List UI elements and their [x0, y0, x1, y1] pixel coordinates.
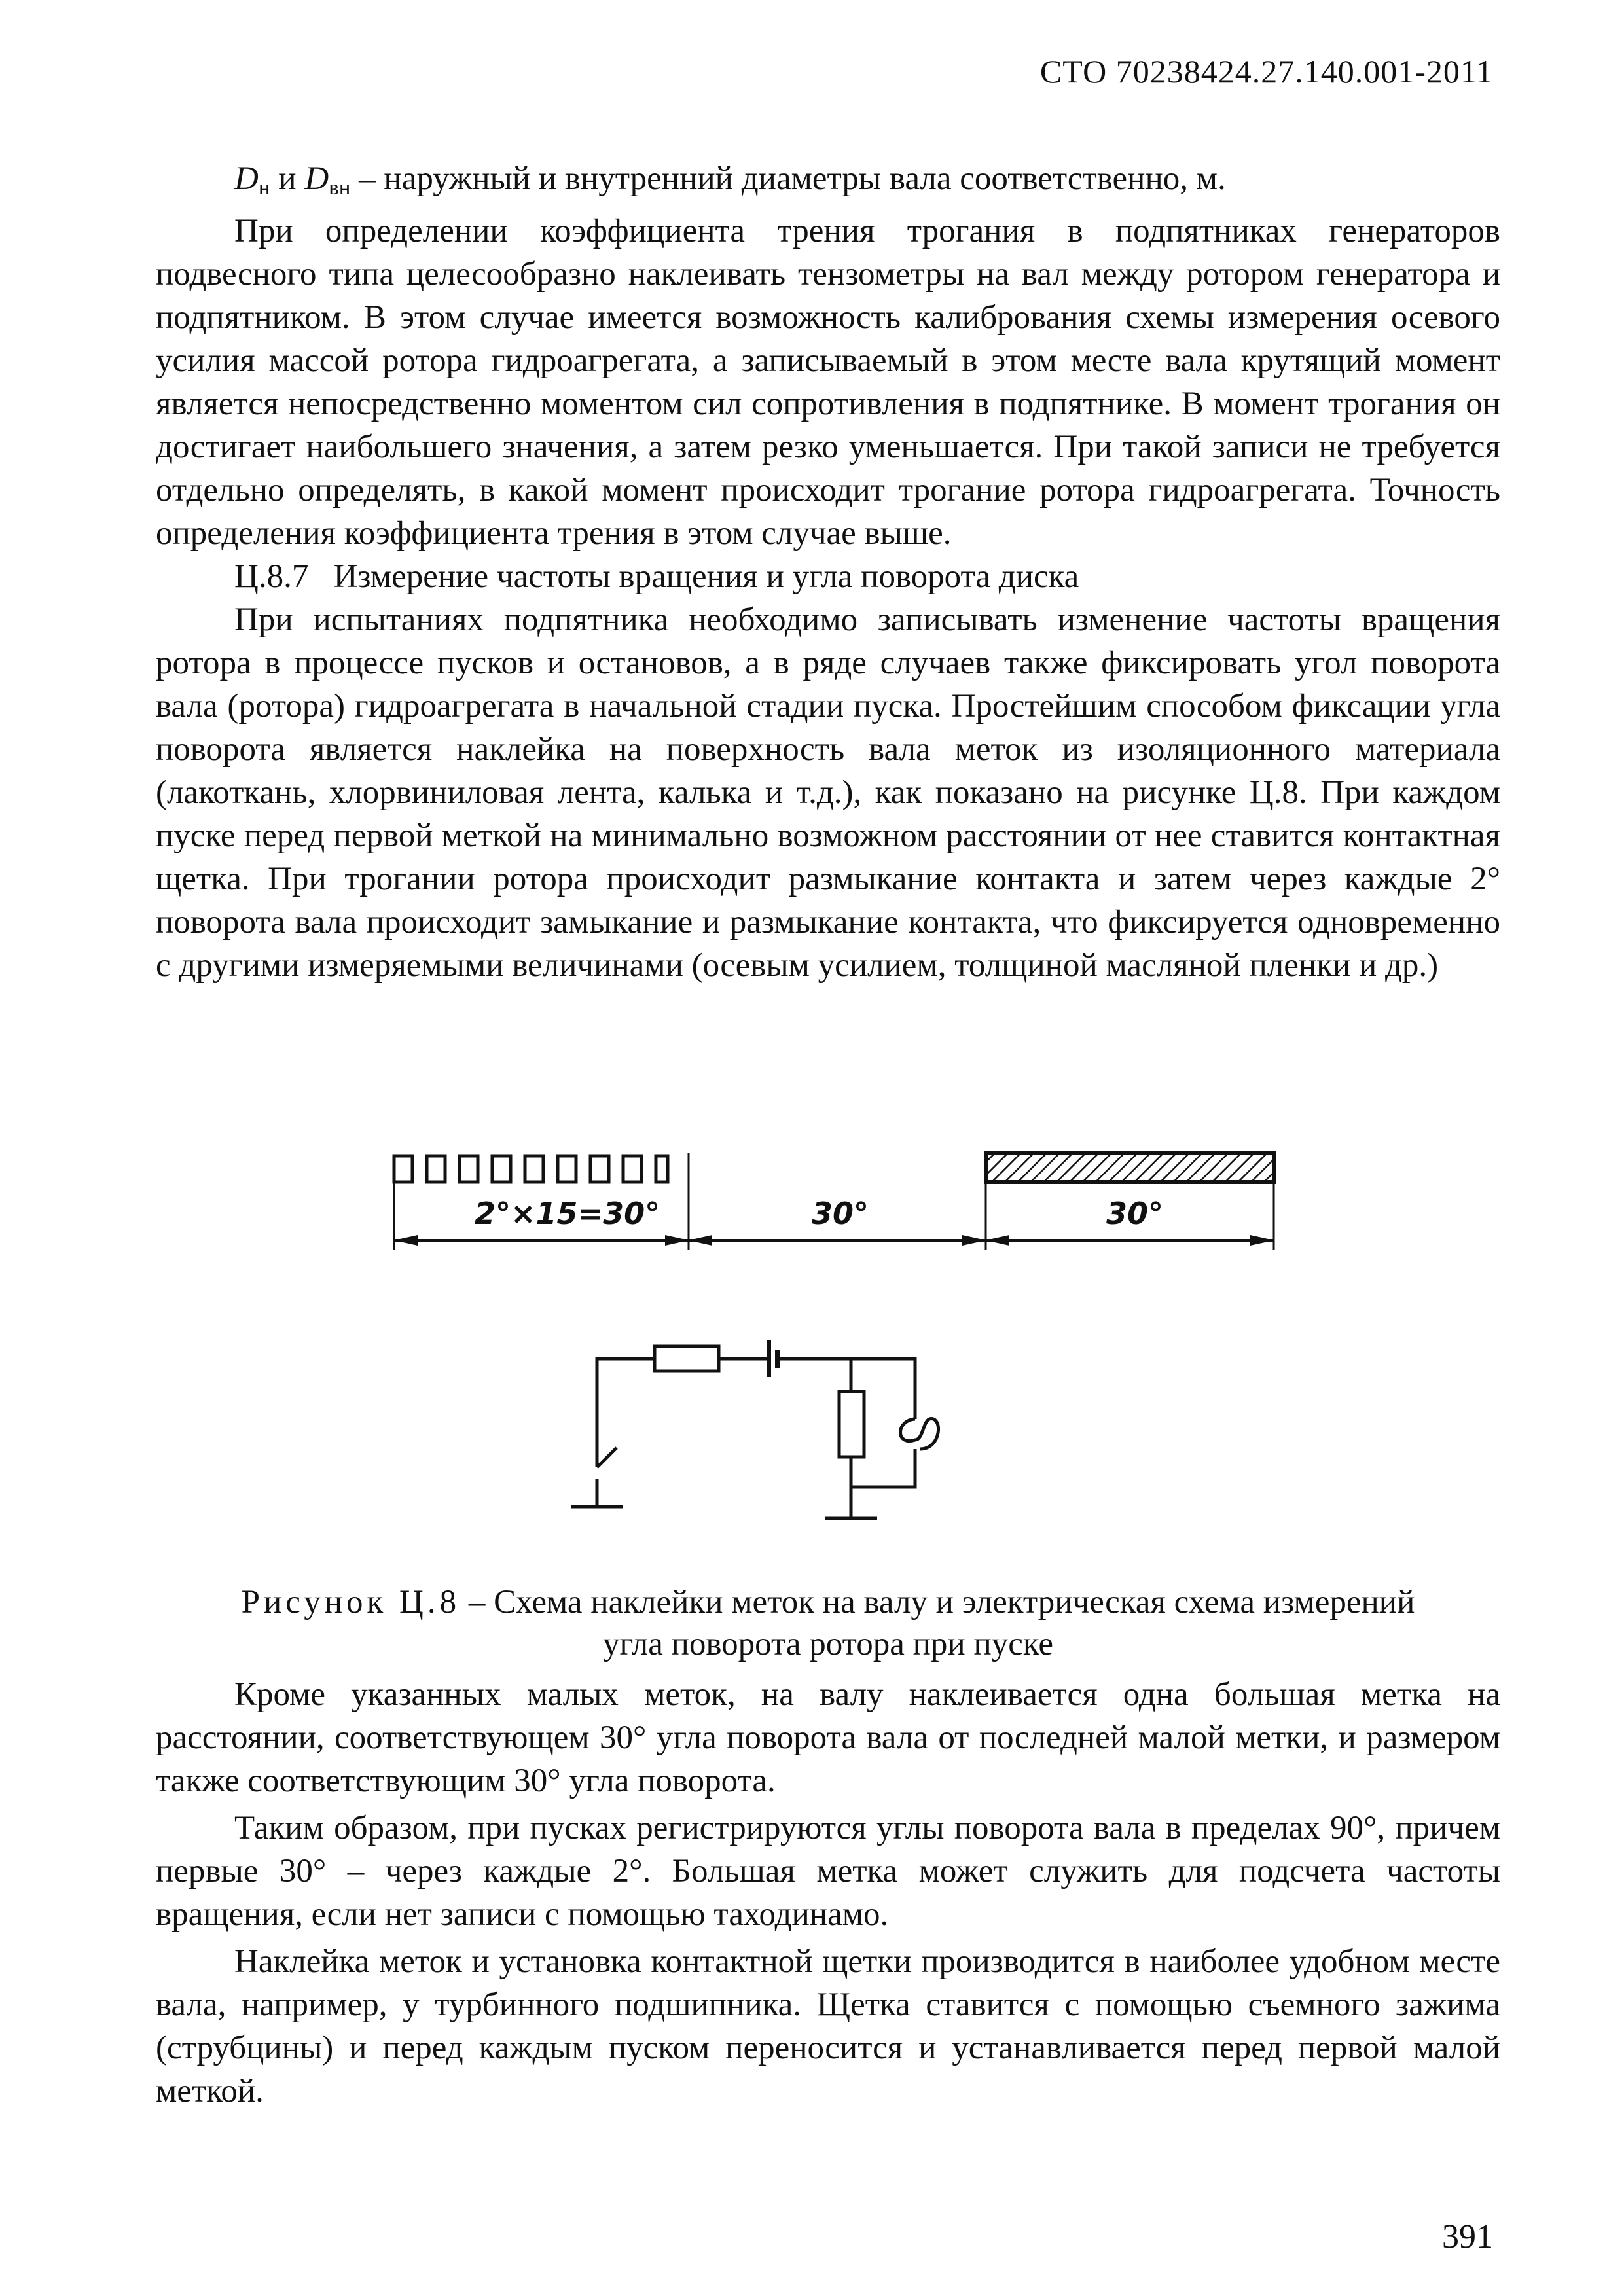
contact-brush: [597, 1448, 617, 1467]
caption-line-1: [156, 1581, 1500, 1623]
wire-left: [597, 1359, 655, 1467]
small-mark: [394, 1156, 412, 1182]
caption-title: – Схема наклейки меток на валу и электрическая схема измерений: [460, 1584, 1415, 1621]
small-mark: [427, 1156, 445, 1182]
small-marks-row: [394, 1156, 668, 1182]
caption-number: Рисунок Ц.8: [241, 1584, 461, 1621]
dimension-label-small-marks: 2°×15=30°: [475, 1196, 660, 1231]
text-lower: [156, 1673, 1500, 2113]
conjunction: и: [270, 160, 305, 197]
page-number: 391: [1442, 2218, 1493, 2255]
symbol-d-outer: D: [234, 160, 259, 197]
paragraph-brush-installation: Наклейка меток и установка контактной щетки производится в наиболее удобном месте вала, например, у турбинного подшипника. Щетка ставится с помощью съемного зажима (струбцины) и перед каждым пуском переносится и устанавливается перед первой малой меткой.: [156, 1943, 1500, 2109]
resistor-series: [655, 1346, 719, 1371]
figure-drawing: [367, 1132, 1283, 1577]
small-mark: [492, 1156, 511, 1182]
resistor-shunt: [839, 1391, 864, 1457]
small-mark-partial: [656, 1156, 668, 1182]
subscript-inner: вн: [329, 176, 351, 200]
paragraph-angle-range: Таким образом, при пусках регистрируются углы поворота вала в пределах 90°, причем первые 30° – через каждые 2°. Большая метка может служить для подсчета частоты вращения, если нет записи с помощью таходинамо.: [156, 1810, 1500, 1933]
wire-return: [851, 1449, 915, 1487]
small-mark: [590, 1156, 609, 1182]
paragraph-rotation-measurement: При испытаниях подпятника необходимо записывать изменение частоты вращения ротора в процессе пусков и остановов, а в ряде случаев также фиксировать угол поворота вала (ротора) гидроагрегата в начальной стадии пуска. Простейшим способом фиксации угла поворота является наклейка на поверхность вала меток из изоляционного материала (лакоткань, хлорвиниловая лента, калька и т.д.), как показано на рисунке Ц.8. При каждом пуске перед первой меткой на минимально возможном расстоянии от нее ставится контактная щетка. При трогании ротора происходит размыкание контакта и затем через каждые 2° поворота вала происходит замыкание и размыкание контакта, что фиксируется одновременно с другими измеряемыми величинами (осевым усилием, толщиной масляной пленки и др.): [156, 601, 1500, 984]
symbol-d-inner: D: [304, 160, 329, 197]
measurement-circuit: [571, 1340, 939, 1518]
section-heading: Ц.8.7 Измерение частоты вращения и угла поворота диска: [234, 558, 1079, 595]
paragraph-friction-coefficient: При определении коэффициента трения трогания в подпятниках генераторов подвесного типа целесообразно наклеивать тензометры на вал между ротором генератора и подпятником. В этом случае имеется возможность калибрования схемы измерения осевого усилия массой ротора гидроагрегата, а записываемый в этом месте вала крутящий момент является непосредственно моментом сил сопротивления в подпятнике. В момент трогания он достигает наибольшего значения, а затем резко уменьшается. При такой записи не требуется отдельно определять, в какой момент происходит трогание ротора гидроагрегата. Точность определения коэффициента трения в этом случае выше.: [156, 213, 1500, 552]
small-mark: [623, 1156, 641, 1182]
large-mark: [986, 1153, 1274, 1182]
caption-line-2: угла поворота ротора при пуске: [602, 1626, 1054, 1662]
figure-caption: [156, 1581, 1500, 1665]
wire-to-oscillograph: [851, 1359, 915, 1419]
figure-marks-and-circuit: [367, 1132, 1283, 1577]
small-mark: [525, 1156, 543, 1182]
paragraph-big-mark: Кроме указанных малых меток, на валу наклеивается одна большая метка на расстоянии, соответствующем 30° угла поворота вала от последней малой метки, и размером также соответствующим 30° угла поворота.: [156, 1676, 1500, 1799]
diameters-definition: – наружный и внутренний диаметры вала соответственно, м.: [350, 160, 1226, 197]
dimension-label-big-mark: 30°: [1106, 1196, 1164, 1231]
small-mark: [460, 1156, 478, 1182]
small-mark: [558, 1156, 576, 1182]
document-code-header: СТО 70238424.27.140.001-2011: [1039, 53, 1493, 90]
dimension-label-gap: 30°: [812, 1196, 869, 1231]
paragraph-diameters: [156, 157, 1500, 209]
subscript-outer: н: [258, 176, 270, 200]
text-upper: [156, 157, 1500, 987]
oscillograph-loop: [901, 1419, 939, 1449]
